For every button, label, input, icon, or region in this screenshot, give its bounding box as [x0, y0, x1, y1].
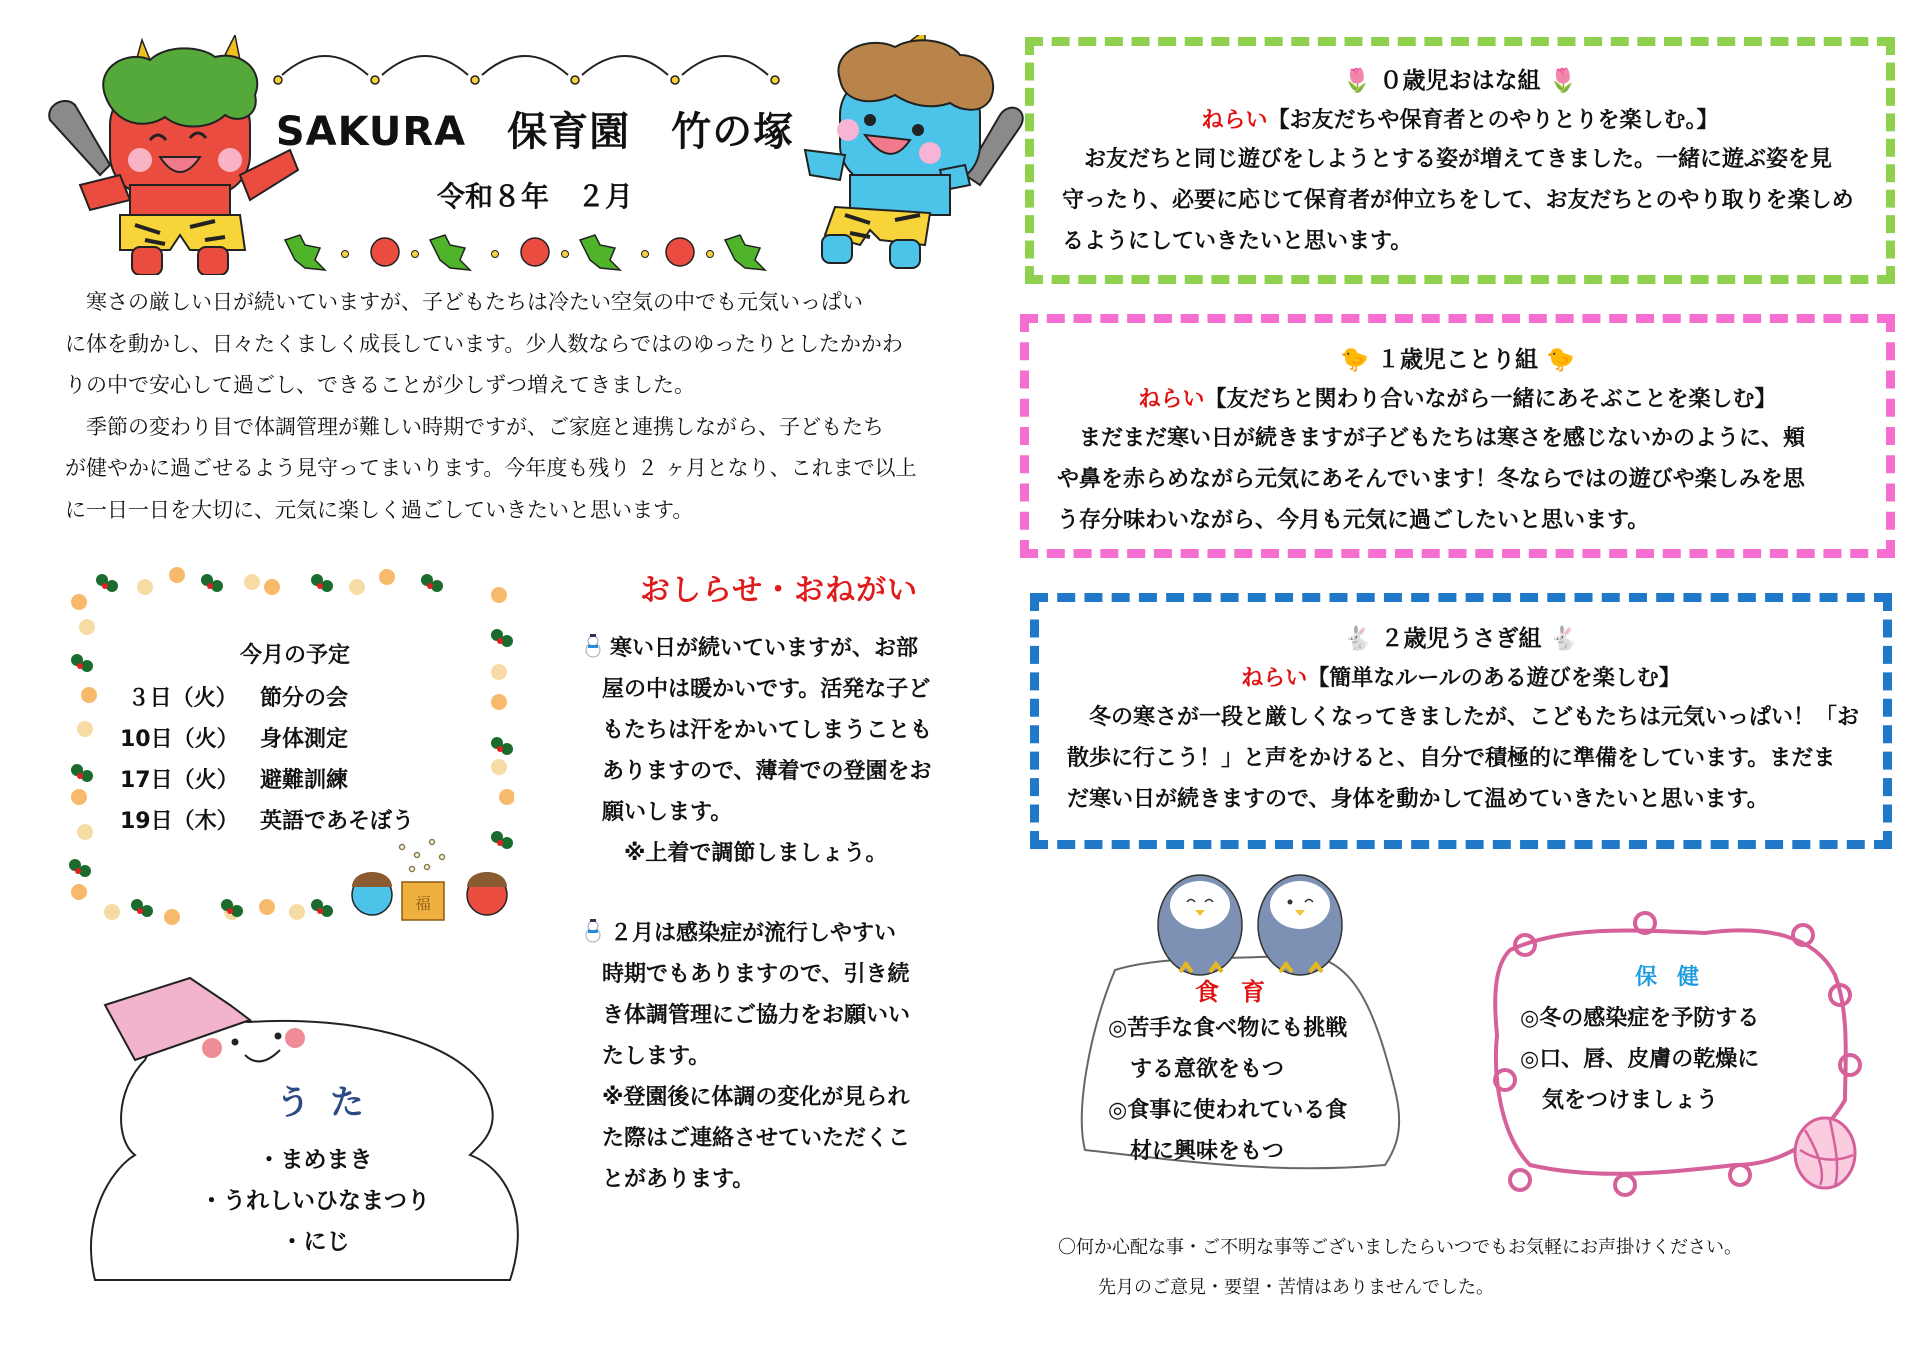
notice-line: ありますので、薄着での登園をお: [602, 759, 932, 784]
notice-line: 時期でもありますので、引き続: [602, 962, 910, 987]
intro-line: が健やかに過ごせるよう見守ってまいります。今年度も残り ２ ヶ月となり、これまで以上: [65, 456, 917, 480]
food-line: ◎苦手な食べ物にも挑戦: [1108, 1016, 1348, 1041]
intro-line: りの中で安心して過ごし、できることが少しずつ増えてきました。: [65, 373, 695, 397]
notice-item: [582, 913, 962, 1200]
intro-paragraph: [65, 282, 955, 531]
health-line: ◎冬の感染症を予防する: [1520, 1006, 1760, 1031]
holly-plum-row-icon: [280, 230, 800, 275]
body-line: う存分味わいながら、今月も元気に過ごしたいと思います。: [1057, 508, 1650, 533]
schedule-date: 10日（火）: [120, 727, 239, 752]
aim-label: ねらい: [1138, 387, 1205, 412]
body-line: お友だちと同じ遊びをしようとする姿が増えてきました。一緒に遊ぶ姿を見: [1062, 147, 1833, 172]
notice-line: 屋の中は暖かいです。活発な子ど: [602, 677, 931, 702]
aim-text: 【お友だちや保育者とのやりとりを楽しむ。】: [1267, 108, 1719, 133]
red-oni-icon: [40, 35, 300, 275]
aim-text: 【簡単なルールのある遊びを楽しむ】: [1307, 666, 1681, 691]
notice-line: ２月は感染症が流行しやすい: [610, 921, 897, 946]
schedule-event: 節分の会: [260, 686, 349, 711]
schedule-event: 身体測定: [260, 727, 349, 752]
songs-title: うた: [276, 1083, 384, 1123]
tulip-icon: 🌷: [1342, 68, 1372, 94]
class-name: ２歳児うさぎ組: [1380, 626, 1542, 652]
notice-title: おしらせ・おねがい: [640, 573, 919, 608]
food-education-title: 食育: [1195, 978, 1287, 1006]
blue-oni-icon: [800, 35, 1060, 275]
schedule-item: [120, 678, 414, 719]
notice-line: た際はご連絡させていただくこ: [602, 1126, 911, 1151]
intro-line: に一日一日を大切に、元気に楽しく過ごしていきたいと思います。: [65, 497, 694, 522]
tulip-icon: 🌷: [1548, 68, 1578, 94]
schedule-date: 19日（木）: [120, 809, 239, 834]
schedule-title: 今月の予定: [240, 643, 351, 668]
notice-line: ※登園後に体調の変化が見られ: [602, 1085, 910, 1110]
svg-text:福: 福: [414, 894, 432, 913]
rabbit-icon: 🐇: [1549, 626, 1579, 652]
food-line: ◎食事に使われている食: [1108, 1098, 1348, 1123]
schedule-date: 17日（火）: [120, 768, 239, 793]
header: [0, 0, 1010, 280]
health-title: 保健: [1635, 965, 1720, 990]
footer-line-2: 先月のご意見・要望・苦情はありませんでした。: [1098, 1277, 1494, 1298]
notice-line: とがあります。: [602, 1167, 755, 1192]
health-line: ◎口、唇、皮膚の乾燥に: [1520, 1047, 1760, 1072]
food-line: する意欲をもつ: [1108, 1057, 1285, 1082]
intro-line: 季節の変わり目で体調管理が難しい時期ですが、ご家庭と連携しながら、子どもたち: [86, 414, 884, 439]
schedule-item: [120, 760, 414, 801]
body-line: だ寒い日が続きますので、身体を動かして温めていきたいと思います。: [1067, 787, 1769, 812]
song-item: ・うれしいひなまつり: [200, 1188, 430, 1214]
chick-icon: 🐤: [1340, 347, 1369, 373]
class-body: [1029, 418, 1886, 541]
class-name: ０歳児おはな組: [1379, 68, 1541, 94]
body-line: まだまだ寒い日が続きますが子どもたちは寒さを感じないかのように、頬: [1057, 426, 1806, 451]
chick-icon: 🐤: [1546, 347, 1575, 373]
body-line: 散歩に行こう！」と声をかけると、自分で積極的に準備をしています。まだま: [1067, 746, 1836, 771]
class-box-kotori: [1020, 314, 1895, 558]
garland-icon: [270, 45, 810, 95]
schedule-item: [120, 719, 414, 760]
intro-line: に体を動かし、日々たくましく成長しています。少人数ならではのゆったりとしたかかわ: [65, 331, 903, 356]
body-line: 守ったり、必要に応じて保育者が仲立ちをして、お友だちとのやり取りを楽しめ: [1062, 188, 1854, 213]
notice-line: たします。: [602, 1044, 711, 1069]
class-box-ohana: [1025, 37, 1895, 284]
notice-line: き体調管理にご協力をお願いい: [602, 1003, 911, 1028]
food-line: 材に興味をもつ: [1108, 1139, 1285, 1164]
notice-line: 寒い日が続いていますが、お部: [610, 636, 919, 661]
aim-label: ねらい: [1241, 666, 1308, 691]
intro-line: 寒さの厳しい日が続いていますが、子どもたちは冷たい空気の中でも元気いっぱい: [86, 290, 863, 314]
notice-line: 願いします。: [602, 800, 733, 825]
schedule-list: [120, 678, 414, 842]
health-list: [1520, 998, 1759, 1121]
song-item: ・まめまき: [257, 1147, 373, 1173]
body-line: や鼻を赤らめながら元気にあそんでいます！冬ならではの遊びや楽しみを思: [1057, 467, 1805, 492]
issue-date: 令和８年 ２月: [436, 180, 633, 213]
notice-line: もたちは汗をかいてしまうことも: [602, 718, 933, 743]
health-line: 気をつけましょう: [1520, 1088, 1719, 1113]
snowman-icon: [582, 919, 604, 943]
page-title: SAKURA 保育園 竹の塚: [275, 109, 795, 155]
notice-line: ※上着で調節しましょう。: [602, 841, 888, 866]
schedule-item: [120, 801, 414, 842]
rabbit-icon: 🐇: [1343, 626, 1373, 652]
setsubun-illustration: [352, 840, 507, 921]
class-body: [1039, 697, 1883, 820]
song-item: ・にじ: [280, 1229, 350, 1255]
body-line: るようにしていきたいと思います。: [1062, 229, 1413, 254]
schedule-date: ３日（火）: [120, 686, 238, 711]
footer-notes: [1058, 1228, 1742, 1308]
aim-text: 【友だちと関わり合いながら一緒にあそぶことを楽しむ】: [1204, 387, 1777, 412]
food-education-list: [1108, 1008, 1347, 1172]
footer-line-1: 〇何か心配な事・ご不明な事等ございましたらいつでもお気軽にお声掛けください。: [1058, 1237, 1742, 1258]
schedule-event: 避難訓練: [260, 768, 349, 793]
schedule-event: 英語であそぼう: [260, 809, 415, 834]
aim-label: ねらい: [1201, 108, 1268, 133]
class-box-usagi: [1030, 593, 1892, 849]
snowman-icon: [582, 634, 604, 658]
songs-list: [150, 1140, 480, 1263]
class-name: １歳児ことり組: [1377, 347, 1538, 373]
body-line: 冬の寒さが一段と厳しくなってきましたが、こどもたちは元気いっぱい！「お: [1067, 705, 1860, 730]
notice-item: [582, 628, 962, 874]
class-body: [1034, 139, 1886, 262]
